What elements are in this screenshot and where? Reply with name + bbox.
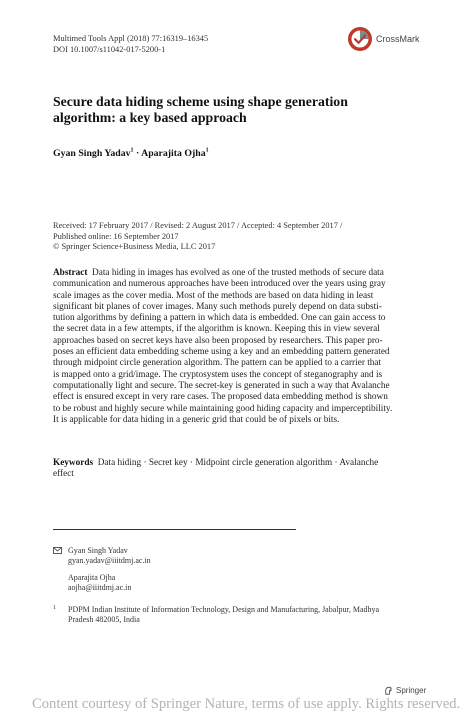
crossmark-label: CrossMark [376,34,420,44]
doi[interactable]: DOI 10.1007/s11042-017-5200-1 [53,45,166,54]
correspondence-author-2 [68,573,131,593]
published-online: Published online: 16 September 2017 [53,231,179,241]
affiliation-number: 1 [53,605,56,611]
abstract-line: is mapped onto a grid/image. The cryptosystem uses the concept of steganography and is [53,369,383,380]
abstract-line: communication and numerous approaches have been introduced over the years using gray [53,279,386,290]
abstract-line: computationally light and secure. The secret-key is generated in such a way that Avalanche [53,380,390,391]
envelope-icon [53,547,62,554]
abstract-line: through midpoint circle generation algorithm. The pattern can be applied to a carrier that [53,358,382,369]
abstract-line: effect is ensured except in very rare cases. The proposed data embedding method is shown [53,392,388,403]
abstract-line: the secret data in a few attempts, if the algorithm is known. Keeping this in view several [53,324,380,335]
paper-title [53,94,393,126]
abstract-line: to be robust and highly secure while maintaining good hiding capacity and imperceptibility. [53,403,393,414]
keywords-line: effect [53,469,74,480]
title-line-2: algorithm: a key based approach [53,110,247,125]
author-name[interactable]: Aparajita Ojha [141,148,206,159]
correspondence-author-1 [68,546,151,566]
affiliation-marker: 1 [205,147,209,154]
affiliation-marker: 1 [130,147,134,154]
abstract-text: Data hiding in images has evolved as one of the trusted methods of secure data [92,268,384,278]
author-list [53,148,209,159]
correspondence-name: Gyan Singh Yadav [68,546,128,555]
springer-horse-icon [383,685,394,696]
abstract-line: scale images as the cover media. Most of the methods are based on data hiding in least [53,290,374,301]
abstract-label: Abstract [53,268,88,278]
journal-citation: Multimed Tools Appl (2018) 77:16319–16345 [53,34,209,43]
abstract-line: It is applicable for data hiding in a generic grid that could be of pixels or bits. [53,414,340,425]
abstract-line: tution algorithms by defining a pattern in which data is embedded. One can gain access to [53,313,386,324]
abstract-line: poses an efficient data embedding scheme using a key and an embedding pattern generated [53,347,390,358]
crossmark-logo-icon [347,26,373,52]
abstract-line: significant bit planes of cover images. Many such methods purely depend on data substi- [53,301,382,312]
affiliation-line: Pradesh 482005, India [68,615,140,625]
journal-header [53,33,208,55]
history-dates: Received: 17 February 2017 / Revised: 2 August 2017 / Accepted: 4 September 2017 / [53,221,343,230]
abstract [53,268,423,426]
correspondence-name: Aparajita Ojha [68,573,116,582]
keywords-text: Data hiding · Secret key · Midpoint circle generation algorithm · Avalanche [97,458,379,468]
affiliation-text [68,605,398,625]
keywords-label: Keywords [53,458,94,468]
author-separator: · [133,148,142,159]
correspondence-email[interactable]: aojha@iiitdmj.ac.in [68,583,132,593]
abstract-line [53,268,423,279]
copyright-notice: © Springer Science+Business Media, LLC 2017 [53,242,216,251]
correspondence-email[interactable]: gyan.yadav@iiitdmj.ac.in [68,556,151,566]
publisher-name: Springer [396,686,427,695]
courtesy-watermark: Content courtesy of Springer Nature, terms of use apply. Rights reserved. [32,696,461,712]
footnote-divider [53,529,296,530]
author-name[interactable]: Gyan Singh Yadav [53,148,131,159]
abstract-line: approaches based on secret keys have also been proposed by researchers. This paper pro- [53,335,383,346]
publication-history [53,221,413,253]
affiliation-line: PDPM Indian Institute of Information Technology, Design and Manufacturing, Jabalpur, Madhya [68,605,380,614]
keywords [53,458,423,481]
keywords-line [53,458,423,469]
crossmark-badge[interactable] [347,26,429,52]
title-line-1: Secure data hiding scheme using shape generation [53,94,348,109]
publisher-mark [383,685,426,696]
